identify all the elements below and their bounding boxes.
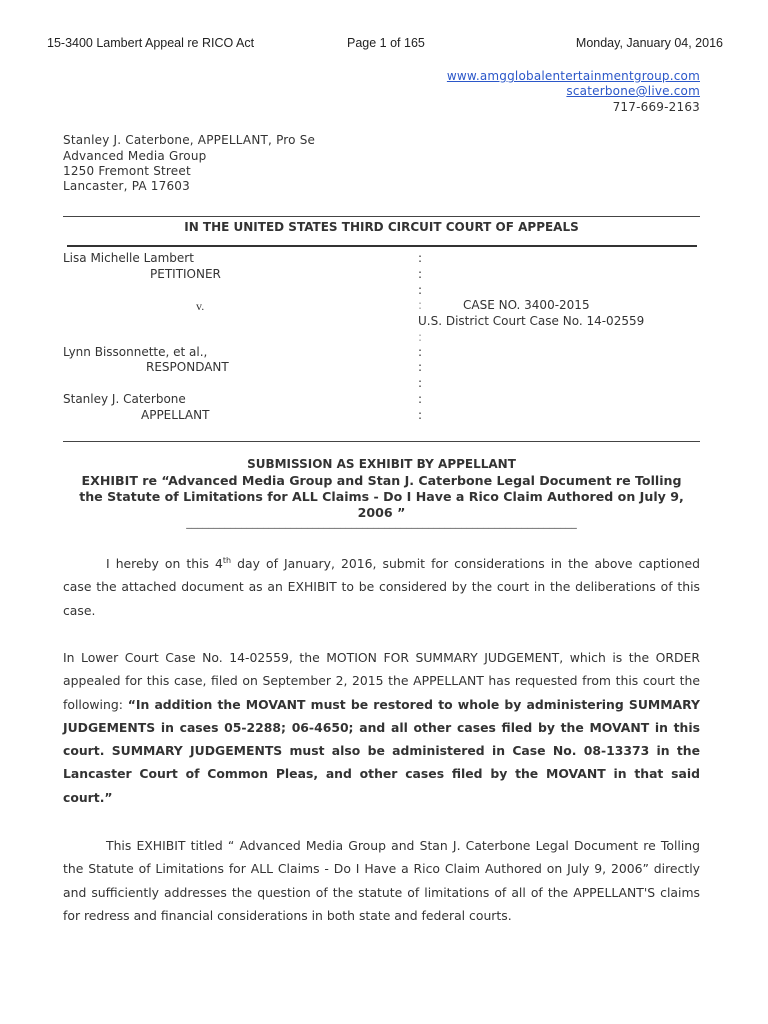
- caption-colon: :: [418, 376, 423, 390]
- header-page-number: Page 1 of 165: [347, 36, 425, 50]
- email-link[interactable]: scaterbone@live.com: [566, 84, 700, 98]
- paragraph-2-text: In Lower Court Case No. 14-02559, the MOTION FOR SUMMARY JUDGEMENT, which is the ORDER appealed for this case, filed on September 2, 2015 the APPELLANT has requested from this court the following:: [63, 650, 700, 712]
- sender-city: Lancaster, PA 17603: [63, 179, 190, 193]
- paragraph-3-text: This EXHIBIT titled “ Advanced Media Group and Stan J. Caterbone Legal Document re Tolling the Statute of Limitations for ALL Claims - Do I Have a Rico Claim Authored on July 9, 2006” directly and sufficiently addresses the question of the statute of limitations of all of the APPELLANT'S claims for redress and financial considerations in both state and federal courts.: [63, 838, 700, 923]
- case-number: CASE NO. 3400-2015: [463, 298, 590, 312]
- sender-company: Advanced Media Group: [63, 149, 207, 163]
- caption-colon: :: [418, 408, 423, 422]
- paragraph-exhibit-description: [63, 834, 700, 927]
- sender-name: Stanley J. Caterbone, APPELLANT, Pro Se: [63, 133, 316, 147]
- caption-colon: :: [418, 267, 423, 281]
- paragraph-1-end: day of January, 2016, submit for considerations in the above captioned case the attached document as an EXHIBIT to be considered by the court in the deliberations of this case.: [63, 556, 700, 618]
- exhibit-title-line2: the Statute of Limitations for ALL Claims - Do I Have a Rico Claim Authored on July 9,: [79, 489, 684, 504]
- caption-colon: :: [418, 345, 423, 359]
- sender-street: 1250 Fremont Street: [63, 164, 191, 178]
- paragraph-lower-court: [63, 646, 700, 809]
- ordinal-suffix: th: [222, 555, 232, 565]
- party-respondent-name: Lynn Bissonnette, et al.,: [63, 345, 208, 359]
- district-case-number: U.S. District Court Case No. 14-02559: [418, 314, 645, 328]
- paragraph-submission: [63, 552, 700, 622]
- divider-top: [63, 216, 700, 217]
- website-link[interactable]: www.amgglobalentertainmentgroup.com: [446, 69, 700, 83]
- divider-caption-bottom: [63, 441, 700, 442]
- header-date: Monday, January 04, 2016: [575, 36, 723, 50]
- exhibit-title-line3: 2006 ”: [357, 505, 406, 520]
- caption-colon: :: [418, 283, 423, 297]
- caption-colon: :: [418, 360, 423, 374]
- submission-heading: SUBMISSION AS EXHIBIT BY APPELLANT: [247, 457, 516, 471]
- caption-colon: :: [418, 298, 423, 312]
- party-petitioner-role: PETITIONER: [150, 267, 221, 281]
- party-appellant-name: Stanley J. Caterbone: [63, 392, 186, 406]
- header-document-title: 15-3400 Lambert Appeal re RICO Act: [47, 36, 255, 50]
- exhibit-title-line1: EXHIBIT re “Advanced Media Group and Stan J. Caterbone Legal Document re Tolling: [81, 473, 682, 488]
- phone-number: 717-669-2163: [612, 100, 700, 114]
- party-petitioner-name: Lisa Michelle Lambert: [63, 251, 194, 265]
- party-respondent-role: RESPONDANT: [146, 360, 229, 374]
- exhibit-title-underline: _______________________________________________________________________: [186, 516, 577, 529]
- caption-colon: :: [418, 251, 423, 265]
- versus-label: v.: [196, 299, 205, 313]
- caption-colon: :: [418, 330, 423, 344]
- paragraph-1-start: I hereby on this 4: [106, 556, 223, 571]
- court-title-underline: [67, 245, 697, 247]
- paragraph-2-quote: “In addition the MOVANT must be restored to whole by administering SUMMARY JUDGEMENTS in cases 05-2288; 06-4650; and all other cases filed by the MOVANT in this court. SUMMARY JUDGEMENTS must also be administered in Case No. 08-13373 in the Lancaster Court of Common Pleas, and other cases filed by the MOVANT in that said court.”: [63, 696, 700, 805]
- party-appellant-role: APPELLANT: [141, 408, 210, 422]
- caption-colon: :: [418, 392, 423, 406]
- court-title: IN THE UNITED STATES THIRD CIRCUIT COURT OF APPEALS: [184, 220, 579, 234]
